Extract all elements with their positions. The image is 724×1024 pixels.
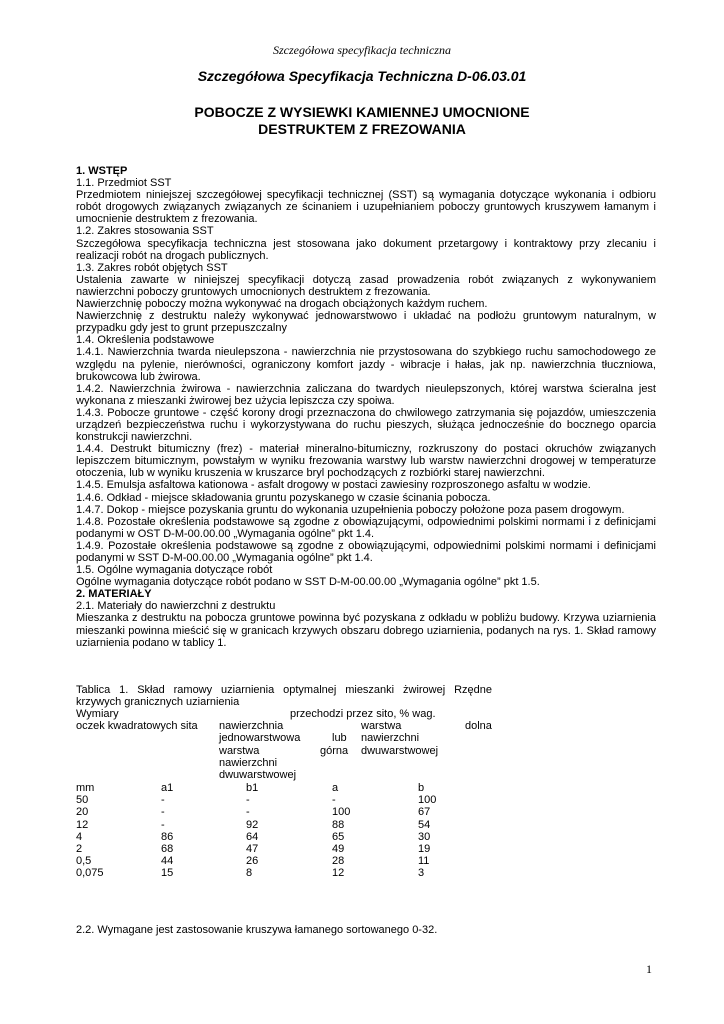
document-title-line2: DESTRUKTEM Z FREZOWANIA	[258, 121, 466, 137]
table-header-col1-l3: warstwa	[219, 744, 260, 757]
document-title-line1: POBOCZE Z WYSIEWKI KAMIENNEJ UMOCNIONE	[194, 104, 530, 120]
paragraph: Mieszanka z destruktu na pobocza gruntowe powinna być pozyskana z odkładu w pobliżu budowy. Krzywa uziarnienia mieszanki powinna mieścić się w granicach krzywych obszaru dobrego uziarnienia, podanych na rys. 1. Skład ramowy uziarnienia podano w tablicy 1.	[76, 612, 656, 649]
section-heading: 1. WSTĘP	[76, 165, 128, 177]
running-header: Szczegółowa specyfikacja techniczna	[273, 43, 451, 57]
paragraph: 2.1. Materiały do nawierzchni z destruktu	[76, 600, 276, 613]
paragraph: Nawierzchnię z destruktu należy wykonywać jednowarstwowo i układać na podłożu gruntowym naturalnym, w przypadku gdy jest to grunt przepuszczalny	[76, 310, 656, 335]
paragraph: 1.4.3. Pobocze gruntowe - część korony drogi przeznaczona do chwilowego zatrzymania się pojazdów, umieszczenia urządzeń bezpieczeństwa ruchu i wykorzystywana do ruchu pieszych, służąca jednocześnie do bocznego oparcia konstrukcji nawierzchni.	[76, 406, 656, 444]
table-cell: 8	[246, 867, 253, 880]
table-header-dolna: dolna	[465, 720, 492, 733]
paragraph: 1.4. Określenia podstawowe	[76, 334, 215, 347]
table-cell: -	[161, 794, 165, 807]
document-title	[0, 104, 724, 138]
table-cell: 88	[332, 818, 345, 831]
table-header-lub: lub	[332, 732, 347, 745]
paragraph: 1.4.1. Nawierzchnia twarda nieulepszona - nawierzchnia nie przystosowana do szybkiego ruchu samochodowego ze względu na pylenie, nierówności, ograniczony komfort jazdy - wibracje i hałas, jak np. nawierzchnia tłuczniowa, brukowcowa lub żwirowa.	[76, 346, 656, 383]
paragraph: Szczegółowa specyfikacja techniczna jest stosowana jako dokument przetargowy i kontraktowy przy zlecaniu i realizacji robót na drogach publicznych.	[76, 237, 656, 262]
table-cell: -	[161, 806, 165, 819]
table-cell: 11	[418, 855, 430, 868]
section-heading: 2. MATERIAŁY	[76, 588, 152, 601]
table-cell: 30	[418, 830, 431, 843]
table-cell: 67	[418, 806, 431, 819]
table-caption: Tablica 1. Skład ramowy uziarnienia optymalnej mieszanki żwirowej Rzędne krzywych granicznych uziarnienia	[76, 684, 492, 709]
table-header-col1-l4: nawierzchni	[219, 756, 278, 769]
table-cell: -	[161, 818, 165, 831]
body-text	[76, 165, 656, 649]
table-cell: a1	[161, 782, 174, 794]
table-cell: 0,075	[76, 867, 104, 880]
paragraph: 1.4.6. Odkład - miejsce składowania gruntu pozyskanego w czasie ścinania pobocza.	[76, 491, 491, 504]
table-cell: 92	[246, 818, 259, 831]
table-cell: 64	[246, 830, 259, 843]
table-header-oczek: oczek kwadratowych sita	[76, 720, 198, 733]
table-header-col2-l3: dwuwarstwowej	[361, 744, 439, 757]
paragraph: 1.3. Zakres robót objętych SST	[76, 261, 228, 274]
paragraph: 1.1. Przedmiot SST	[76, 177, 172, 190]
paragraph: 1.4.4. Destrukt bitumiczny (frez) - materiał mineralno-bitumiczny, rozkruszony do postaci okruchów związanych lepiszczem bitumicznym, powstałym w wyniku frezowania warstwy lub warstw nawierzchni drogowej w temperaturze otoczenia, lub w wyniku kruszenia w kruszarce bryl pochodzących z rozbiórki starej nawierzchni.	[76, 443, 656, 480]
table-cell: -	[246, 794, 250, 807]
table-cell: 49	[332, 843, 345, 855]
table-cell: 3	[418, 867, 425, 880]
paragraph: 1.2. Zakres stosowania SST	[76, 225, 214, 238]
paragraph: 1.4.9. Pozostałe określenia podstawowe są zgodne z obowiązującymi, odpowiednimi polskimi normami i definicjami podanymi w SST D-M-00.00.00 „Wymagania ogólne” pkt 1.4.	[76, 539, 656, 564]
table-cell: b	[418, 782, 425, 794]
table-cell: 20	[76, 806, 89, 819]
table-cell: mm	[76, 782, 95, 794]
table-cell: a	[332, 782, 339, 794]
spec-number-title: Szczegółowa Specyfikacja Techniczna D-06.03.01	[197, 68, 527, 84]
table-header-col1-l2: jednowarstwowa	[219, 732, 301, 745]
table-cell: 28	[332, 855, 345, 868]
paragraph: Ogólne wymagania dotyczące robót podano w SST D-M-00.00.00 „Wymagania ogólne” pkt 1.5.	[76, 576, 540, 589]
table-cell: 100	[418, 794, 437, 807]
table-cell: -	[332, 794, 336, 807]
table-header-col2-l2: nawierzchni	[361, 732, 420, 745]
table-cell: b1	[246, 782, 259, 794]
table-header-przechodzi: przechodzi przez sito, % wag.	[290, 708, 436, 720]
table-cell: 12	[76, 818, 89, 831]
page-number: 1	[646, 962, 652, 976]
paragraph: Przedmiotem niniejszej szczegółowej specyfikacji technicznej (SST) są wymagania dotyczące wykonania i odbioru robót drogowych związanych związanych ze ścinaniem i uzupełnianiem poboczy gruntowych kruszywem łamanym i umocnienie destruktem z frezowania.	[76, 189, 656, 226]
table-cell: -	[246, 806, 250, 819]
paragraph: Ustalenia zawarte w niniejszej specyfikacji dotyczą zasad prowadzenia robót związanych z wykonywaniem nawierzchni poboczy gruntowych umocnionych destruktem z frezowania.	[76, 273, 656, 298]
table-header-gorna: górna	[320, 744, 349, 757]
table-cell: 4	[76, 830, 83, 843]
paragraph: 1.4.2. Nawierzchnia żwirowa - nawierzchnia zaliczana do twardych nieulepszonych, której warstwa ścieralna jest wykonana z mieszanki żwirowej bez użycia lepiszcza czy spoiwa.	[76, 382, 656, 407]
table-cell: 100	[332, 806, 351, 819]
table-cell: 86	[161, 830, 174, 843]
table-cell: 47	[246, 843, 259, 855]
table-cell: 65	[332, 830, 345, 843]
table-cell: 26	[246, 855, 259, 868]
table-header-col1-l5: dwuwarstwowej	[219, 769, 297, 781]
table-cell: 44	[161, 855, 174, 868]
table-cell: 2	[76, 843, 83, 855]
table-cell: 12	[332, 867, 345, 880]
table-cell: 19	[418, 843, 431, 855]
table-cell: 68	[161, 843, 174, 855]
table-cell: 54	[418, 818, 431, 831]
table-cell: 50	[76, 794, 89, 807]
table-header-col2-l1: warstwa	[361, 720, 402, 733]
paragraph: Nawierzchnię poboczy można wykonywać na drogach obciążonych każdym ruchem.	[76, 298, 488, 311]
table-header-wymiary: Wymiary	[76, 708, 119, 720]
table-cell: 15	[161, 867, 174, 880]
paragraph: 1.5. Ogólne wymagania dotyczące robót	[76, 564, 273, 577]
paragraph: 1.4.7. Dokop - miejsce pozyskania gruntu do wykonania uzupełnienia poboczy położone poza pasem drogowym.	[76, 503, 625, 516]
table-header-col1-l1: nawierzchnia	[219, 720, 284, 733]
paragraph: 1.4.8. Pozostałe określenia podstawowe są zgodne z obowiązującymi, odpowiednimi polskimi normami i z definicjami podanymi w OST D-M-00.00.00 „Wymagania ogólne” pkt 1.4.	[76, 515, 656, 540]
table-cell: 0,5	[76, 855, 92, 868]
footnote-2-2: 2.2. Wymagane jest zastosowanie kruszywa łamanego sortowanego 0-32.	[76, 924, 438, 936]
paragraph: 1.4.5. Emulsja asfaltowa kationowa - asfalt drogowy w postaci zawiesiny rozproszonego asfaltu w wodzie.	[76, 479, 591, 492]
